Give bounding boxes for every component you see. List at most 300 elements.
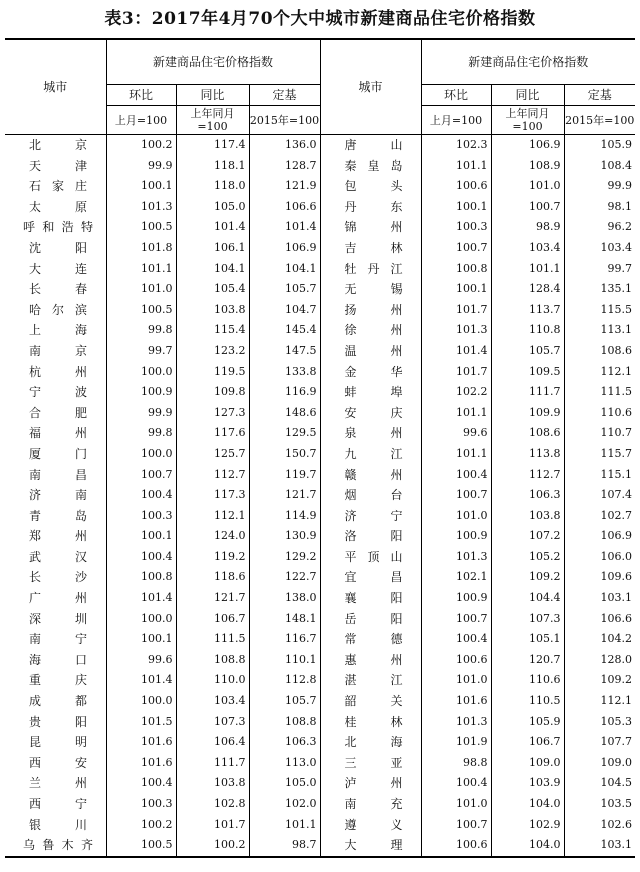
table-row — [5, 279, 635, 300]
fixed-value-right: 105.3 — [564, 712, 635, 733]
mom-value-right: 101.3 — [421, 712, 491, 733]
mom-value-left: 100.0 — [106, 362, 176, 383]
fixed-value-right: 108.4 — [564, 156, 635, 177]
group-header-right: 新建商品住宅价格指数 — [421, 39, 635, 85]
yoy-value-left: 118.1 — [176, 156, 249, 177]
fixed-value-right: 109.6 — [564, 567, 635, 588]
fixed-value-right: 99.7 — [564, 259, 635, 280]
city-name: 岳阳 — [344, 611, 403, 626]
yoy-value-left: 123.2 — [176, 341, 249, 362]
yoy-value-right: 107.3 — [491, 609, 564, 630]
fixed-value-right: 102.7 — [564, 506, 635, 527]
mom-value-left: 101.5 — [106, 712, 176, 733]
city-cell-left — [5, 444, 106, 465]
yoy-value-left: 103.8 — [176, 300, 249, 321]
fixed-value-left: 104.1 — [249, 259, 320, 280]
fixed-value-right: 115.5 — [564, 300, 635, 321]
fixed-header-left: 定基 — [249, 85, 320, 106]
yoy-value-right: 104.0 — [491, 835, 564, 857]
city-cell-left — [5, 403, 106, 424]
yoy-value-right: 101.1 — [491, 259, 564, 280]
fixed-value-right: 113.1 — [564, 320, 635, 341]
city-cell-left — [5, 794, 106, 815]
fixed-value-left: 108.8 — [249, 712, 320, 733]
city-cell-right — [320, 135, 421, 156]
yoy-value-right: 110.5 — [491, 691, 564, 712]
mom-value-right: 101.0 — [421, 670, 491, 691]
city-name: 锦州 — [344, 220, 403, 235]
city-cell-right — [320, 547, 421, 568]
mom-value-left: 101.8 — [106, 238, 176, 259]
city-cell-left — [5, 382, 106, 403]
city-name: 成都 — [29, 694, 87, 709]
city-cell-left — [5, 609, 106, 630]
yoy-value-right: 105.1 — [491, 629, 564, 650]
fixed-value-left: 113.0 — [249, 753, 320, 774]
city-name: 宜昌 — [344, 570, 403, 585]
mom-value-right: 99.6 — [421, 423, 491, 444]
mom-value-left: 101.3 — [106, 197, 176, 218]
city-cell-right — [320, 629, 421, 650]
city-cell-right — [320, 300, 421, 321]
table-row — [5, 773, 635, 794]
fixed-value-left: 148.6 — [249, 403, 320, 424]
city-name: 南昌 — [29, 467, 87, 482]
city-cell-left — [5, 279, 106, 300]
table-row — [5, 259, 635, 280]
table-row — [5, 712, 635, 733]
yoy-value-left: 111.5 — [176, 629, 249, 650]
table-row — [5, 815, 635, 836]
city-name: 南宁 — [29, 632, 87, 647]
fixed-value-left: 145.4 — [249, 320, 320, 341]
city-cell-right — [320, 526, 421, 547]
fixed-value-right: 106.6 — [564, 609, 635, 630]
table-row — [5, 135, 635, 156]
yoy-value-left: 118.0 — [176, 176, 249, 197]
yoy-value-left: 112.1 — [176, 506, 249, 527]
city-name: 武汉 — [29, 549, 87, 564]
yoy-value-left: 101.4 — [176, 217, 249, 238]
city-cell-right — [320, 650, 421, 671]
table-row — [5, 444, 635, 465]
table-body — [5, 135, 635, 857]
city-cell-right — [320, 259, 421, 280]
table-row — [5, 465, 635, 486]
fixed-value-right: 96.2 — [564, 217, 635, 238]
mom-value-left: 100.2 — [106, 815, 176, 836]
yoy-value-right: 109.0 — [491, 753, 564, 774]
mom-value-left: 100.5 — [106, 217, 176, 238]
city-cell-right — [320, 609, 421, 630]
yoy-value-left: 127.3 — [176, 403, 249, 424]
city-name: 韶关 — [344, 694, 403, 709]
city-name: 厦门 — [29, 446, 87, 461]
table-row — [5, 794, 635, 815]
yoy-value-left: 117.6 — [176, 423, 249, 444]
city-cell-right — [320, 403, 421, 424]
mom-value-left: 100.0 — [106, 691, 176, 712]
fixed-value-left: 106.9 — [249, 238, 320, 259]
city-cell-left — [5, 176, 106, 197]
mom-value-left: 100.0 — [106, 609, 176, 630]
yoy-value-left: 119.2 — [176, 547, 249, 568]
city-name: 兰州 — [29, 776, 87, 791]
city-name: 天津 — [29, 158, 87, 173]
city-name: 泸州 — [344, 776, 403, 791]
table-row — [5, 609, 635, 630]
city-header-left: 城市 — [5, 39, 106, 135]
fixed-value-left: 147.5 — [249, 341, 320, 362]
yoy-value-left: 111.7 — [176, 753, 249, 774]
city-cell-right — [320, 197, 421, 218]
yoy-value-right: 109.5 — [491, 362, 564, 383]
city-name: 长沙 — [29, 570, 87, 585]
city-name: 吉林 — [344, 240, 403, 255]
city-cell-left — [5, 341, 106, 362]
mom-value-left: 101.6 — [106, 753, 176, 774]
city-name: 呼和浩特 — [23, 220, 93, 235]
city-cell-right — [320, 753, 421, 774]
yoy-value-left: 106.7 — [176, 609, 249, 630]
mom-value-left: 100.3 — [106, 506, 176, 527]
yoy-value-right: 109.2 — [491, 567, 564, 588]
city-name: 洛阳 — [344, 529, 403, 544]
yoy-value-left: 102.8 — [176, 794, 249, 815]
table-row — [5, 362, 635, 383]
fixed-value-right: 104.2 — [564, 629, 635, 650]
yoy-value-left: 101.7 — [176, 815, 249, 836]
city-cell-left — [5, 712, 106, 733]
mom-value-right: 100.7 — [421, 238, 491, 259]
mom-value-right: 101.9 — [421, 732, 491, 753]
city-cell-left — [5, 300, 106, 321]
city-cell-left — [5, 650, 106, 671]
yoy-value-right: 103.9 — [491, 773, 564, 794]
yoy-header-right: 同比 — [491, 85, 564, 106]
city-cell-left — [5, 835, 106, 857]
yoy-value-right: 108.9 — [491, 156, 564, 177]
mom-value-left: 100.5 — [106, 300, 176, 321]
table-row — [5, 403, 635, 424]
mom-value-left: 100.1 — [106, 629, 176, 650]
fixed-value-left: 150.7 — [249, 444, 320, 465]
yoy-value-left: 112.7 — [176, 465, 249, 486]
yoy-value-right: 110.6 — [491, 670, 564, 691]
mom-value-right: 100.9 — [421, 526, 491, 547]
fixed-value-left: 104.7 — [249, 300, 320, 321]
city-cell-left — [5, 567, 106, 588]
fixed-value-right: 103.1 — [564, 588, 635, 609]
fixed-value-right: 115.1 — [564, 465, 635, 486]
mom-value-right: 98.8 — [421, 753, 491, 774]
fixed-value-left: 129.2 — [249, 547, 320, 568]
fixed-value-left: 116.7 — [249, 629, 320, 650]
city-cell-left — [5, 197, 106, 218]
mom-value-left: 100.9 — [106, 382, 176, 403]
mom-value-right: 100.3 — [421, 217, 491, 238]
yoy-value-left: 103.8 — [176, 773, 249, 794]
mom-value-right: 102.2 — [421, 382, 491, 403]
fixed-value-right: 104.5 — [564, 773, 635, 794]
mom-header-right: 环比 — [421, 85, 491, 106]
city-name: 丹东 — [344, 199, 403, 214]
mom-value-left: 100.7 — [106, 465, 176, 486]
yoy-value-left: 108.8 — [176, 650, 249, 671]
fixed-value-right: 102.6 — [564, 815, 635, 836]
yoy-value-left: 106.1 — [176, 238, 249, 259]
mom-base-right: 上月=100 — [421, 106, 491, 135]
fixed-value-right: 111.5 — [564, 382, 635, 403]
mom-value-right: 100.4 — [421, 773, 491, 794]
city-cell-right — [320, 444, 421, 465]
fixed-value-right: 106.9 — [564, 526, 635, 547]
yoy-value-right: 101.0 — [491, 176, 564, 197]
city-cell-left — [5, 629, 106, 650]
city-cell-left — [5, 485, 106, 506]
fixed-value-right: 115.7 — [564, 444, 635, 465]
yoy-value-left: 103.4 — [176, 691, 249, 712]
fixed-value-right: 135.1 — [564, 279, 635, 300]
city-cell-left — [5, 753, 106, 774]
mom-value-left: 99.6 — [106, 650, 176, 671]
city-name: 秦皇岛 — [344, 158, 403, 173]
fixed-base-right: 2015年=100 — [564, 106, 635, 135]
yoy-value-right: 105.2 — [491, 547, 564, 568]
mom-value-right: 102.1 — [421, 567, 491, 588]
fixed-value-left: 130.9 — [249, 526, 320, 547]
city-name: 乌鲁木齐 — [23, 838, 93, 853]
yoy-value-right: 108.6 — [491, 423, 564, 444]
mom-value-left: 101.4 — [106, 588, 176, 609]
city-name: 大连 — [29, 261, 87, 276]
fixed-value-left: 102.0 — [249, 794, 320, 815]
city-cell-left — [5, 217, 106, 238]
city-name: 安庆 — [344, 405, 403, 420]
yoy-value-right: 106.7 — [491, 732, 564, 753]
mom-value-right: 100.7 — [421, 609, 491, 630]
yoy-base-left: 上年同月=100 — [176, 106, 249, 135]
table-row — [5, 320, 635, 341]
fixed-value-right: 99.9 — [564, 176, 635, 197]
fixed-value-right: 107.4 — [564, 485, 635, 506]
city-name: 蚌埠 — [344, 385, 403, 400]
table-row — [5, 341, 635, 362]
table-row — [5, 629, 635, 650]
city-name: 赣州 — [344, 467, 403, 482]
mom-value-left: 100.3 — [106, 794, 176, 815]
table-row — [5, 753, 635, 774]
yoy-value-left: 109.8 — [176, 382, 249, 403]
mom-value-right: 101.7 — [421, 362, 491, 383]
yoy-value-right: 106.9 — [491, 135, 564, 156]
fixed-value-left: 121.9 — [249, 176, 320, 197]
city-cell-right — [320, 712, 421, 733]
mom-value-left: 99.9 — [106, 156, 176, 177]
mom-base-left: 上月=100 — [106, 106, 176, 135]
city-name: 西宁 — [29, 797, 87, 811]
fixed-value-left: 101.1 — [249, 815, 320, 836]
mom-value-right: 101.1 — [421, 403, 491, 424]
yoy-value-right: 120.7 — [491, 650, 564, 671]
table-row — [5, 835, 635, 857]
fixed-header-right: 定基 — [564, 85, 635, 106]
city-name: 常德 — [344, 632, 403, 647]
yoy-value-left: 118.6 — [176, 567, 249, 588]
yoy-value-right: 128.4 — [491, 279, 564, 300]
mom-value-right: 100.7 — [421, 485, 491, 506]
city-name: 遵义 — [344, 817, 403, 832]
city-cell-left — [5, 547, 106, 568]
mom-value-left: 100.1 — [106, 176, 176, 197]
mom-value-left: 99.8 — [106, 320, 176, 341]
city-name: 九江 — [344, 446, 403, 461]
city-name: 昆明 — [29, 735, 87, 750]
fixed-value-right: 98.1 — [564, 197, 635, 218]
city-cell-right — [320, 794, 421, 815]
yoy-value-left: 119.5 — [176, 362, 249, 383]
city-cell-right — [320, 815, 421, 836]
city-cell-left — [5, 238, 106, 259]
fixed-value-left: 105.7 — [249, 279, 320, 300]
city-name: 太原 — [29, 199, 87, 214]
city-cell-right — [320, 465, 421, 486]
city-name: 重庆 — [29, 673, 87, 688]
city-name: 三亚 — [344, 755, 403, 770]
mom-value-left: 100.4 — [106, 547, 176, 568]
city-cell-left — [5, 320, 106, 341]
city-cell-right — [320, 485, 421, 506]
city-cell-left — [5, 156, 106, 177]
city-cell-left — [5, 135, 106, 156]
table-row — [5, 732, 635, 753]
table-row — [5, 670, 635, 691]
yoy-value-left: 106.4 — [176, 732, 249, 753]
city-name: 无锡 — [344, 282, 403, 297]
fixed-value-left: 119.7 — [249, 465, 320, 486]
table-row — [5, 176, 635, 197]
city-cell-right — [320, 156, 421, 177]
fixed-value-left: 121.7 — [249, 485, 320, 506]
city-cell-left — [5, 362, 106, 383]
table-row — [5, 567, 635, 588]
city-name: 长春 — [29, 282, 87, 297]
yoy-value-left: 104.1 — [176, 259, 249, 280]
mom-value-right: 100.6 — [421, 650, 491, 671]
city-name: 大理 — [344, 838, 403, 853]
fixed-value-right: 112.1 — [564, 691, 635, 712]
fixed-value-left: 105.7 — [249, 691, 320, 712]
city-name: 福州 — [29, 426, 87, 441]
city-name: 哈尔滨 — [29, 302, 87, 317]
city-cell-left — [5, 732, 106, 753]
yoy-value-right: 105.7 — [491, 341, 564, 362]
city-cell-left — [5, 506, 106, 527]
mom-value-right: 100.8 — [421, 259, 491, 280]
mom-header-left: 环比 — [106, 85, 176, 106]
table-row — [5, 588, 635, 609]
mom-value-right: 101.3 — [421, 547, 491, 568]
mom-value-right: 100.6 — [421, 835, 491, 857]
fixed-value-left: 122.7 — [249, 567, 320, 588]
mom-value-right: 101.3 — [421, 320, 491, 341]
table-row — [5, 423, 635, 444]
mom-value-left: 100.5 — [106, 835, 176, 857]
yoy-value-right: 103.8 — [491, 506, 564, 527]
mom-value-right: 101.7 — [421, 300, 491, 321]
city-cell-left — [5, 465, 106, 486]
table-row — [5, 300, 635, 321]
city-cell-left — [5, 773, 106, 794]
yoy-value-left: 105.4 — [176, 279, 249, 300]
city-cell-right — [320, 588, 421, 609]
mom-value-left: 100.8 — [106, 567, 176, 588]
city-name: 湛江 — [344, 673, 403, 688]
city-name: 济南 — [29, 488, 87, 503]
city-cell-right — [320, 691, 421, 712]
fixed-value-left: 138.0 — [249, 588, 320, 609]
mom-value-left: 100.0 — [106, 444, 176, 465]
city-name: 平顶山 — [344, 549, 403, 564]
city-name: 济宁 — [344, 508, 403, 523]
mom-value-right: 100.6 — [421, 176, 491, 197]
fixed-value-left: 136.0 — [249, 135, 320, 156]
mom-value-left: 100.4 — [106, 485, 176, 506]
group-header-left: 新建商品住宅价格指数 — [106, 39, 320, 85]
city-name: 北海 — [344, 735, 403, 750]
city-header-right: 城市 — [320, 39, 421, 135]
mom-value-left: 100.1 — [106, 526, 176, 547]
fixed-value-left: 101.4 — [249, 217, 320, 238]
yoy-value-right: 111.7 — [491, 382, 564, 403]
city-name: 上海 — [29, 323, 87, 338]
city-name: 广州 — [29, 591, 87, 606]
fixed-value-right: 108.6 — [564, 341, 635, 362]
city-cell-right — [320, 567, 421, 588]
fixed-value-right: 103.5 — [564, 794, 635, 815]
city-cell-right — [320, 423, 421, 444]
city-cell-right — [320, 835, 421, 857]
city-cell-left — [5, 815, 106, 836]
yoy-value-right: 107.2 — [491, 526, 564, 547]
city-cell-right — [320, 238, 421, 259]
table-header — [5, 39, 635, 135]
mom-value-right: 100.1 — [421, 197, 491, 218]
city-cell-right — [320, 279, 421, 300]
fixed-value-left: 129.5 — [249, 423, 320, 444]
mom-value-right: 101.1 — [421, 156, 491, 177]
table-row — [5, 650, 635, 671]
table-row — [5, 238, 635, 259]
yoy-value-right: 104.0 — [491, 794, 564, 815]
mom-value-right: 101.0 — [421, 506, 491, 527]
mom-value-left: 101.0 — [106, 279, 176, 300]
fixed-value-left: 128.7 — [249, 156, 320, 177]
mom-value-left: 101.1 — [106, 259, 176, 280]
table-row — [5, 382, 635, 403]
city-name: 襄阳 — [344, 591, 403, 606]
city-cell-left — [5, 691, 106, 712]
yoy-value-right: 100.7 — [491, 197, 564, 218]
city-name: 贵阳 — [29, 714, 87, 729]
city-name: 宁波 — [29, 385, 87, 400]
city-cell-right — [320, 341, 421, 362]
yoy-header-left: 同比 — [176, 85, 249, 106]
fixed-value-left: 106.6 — [249, 197, 320, 218]
city-name: 南京 — [29, 343, 87, 358]
mom-value-left: 99.8 — [106, 423, 176, 444]
yoy-value-left: 110.0 — [176, 670, 249, 691]
